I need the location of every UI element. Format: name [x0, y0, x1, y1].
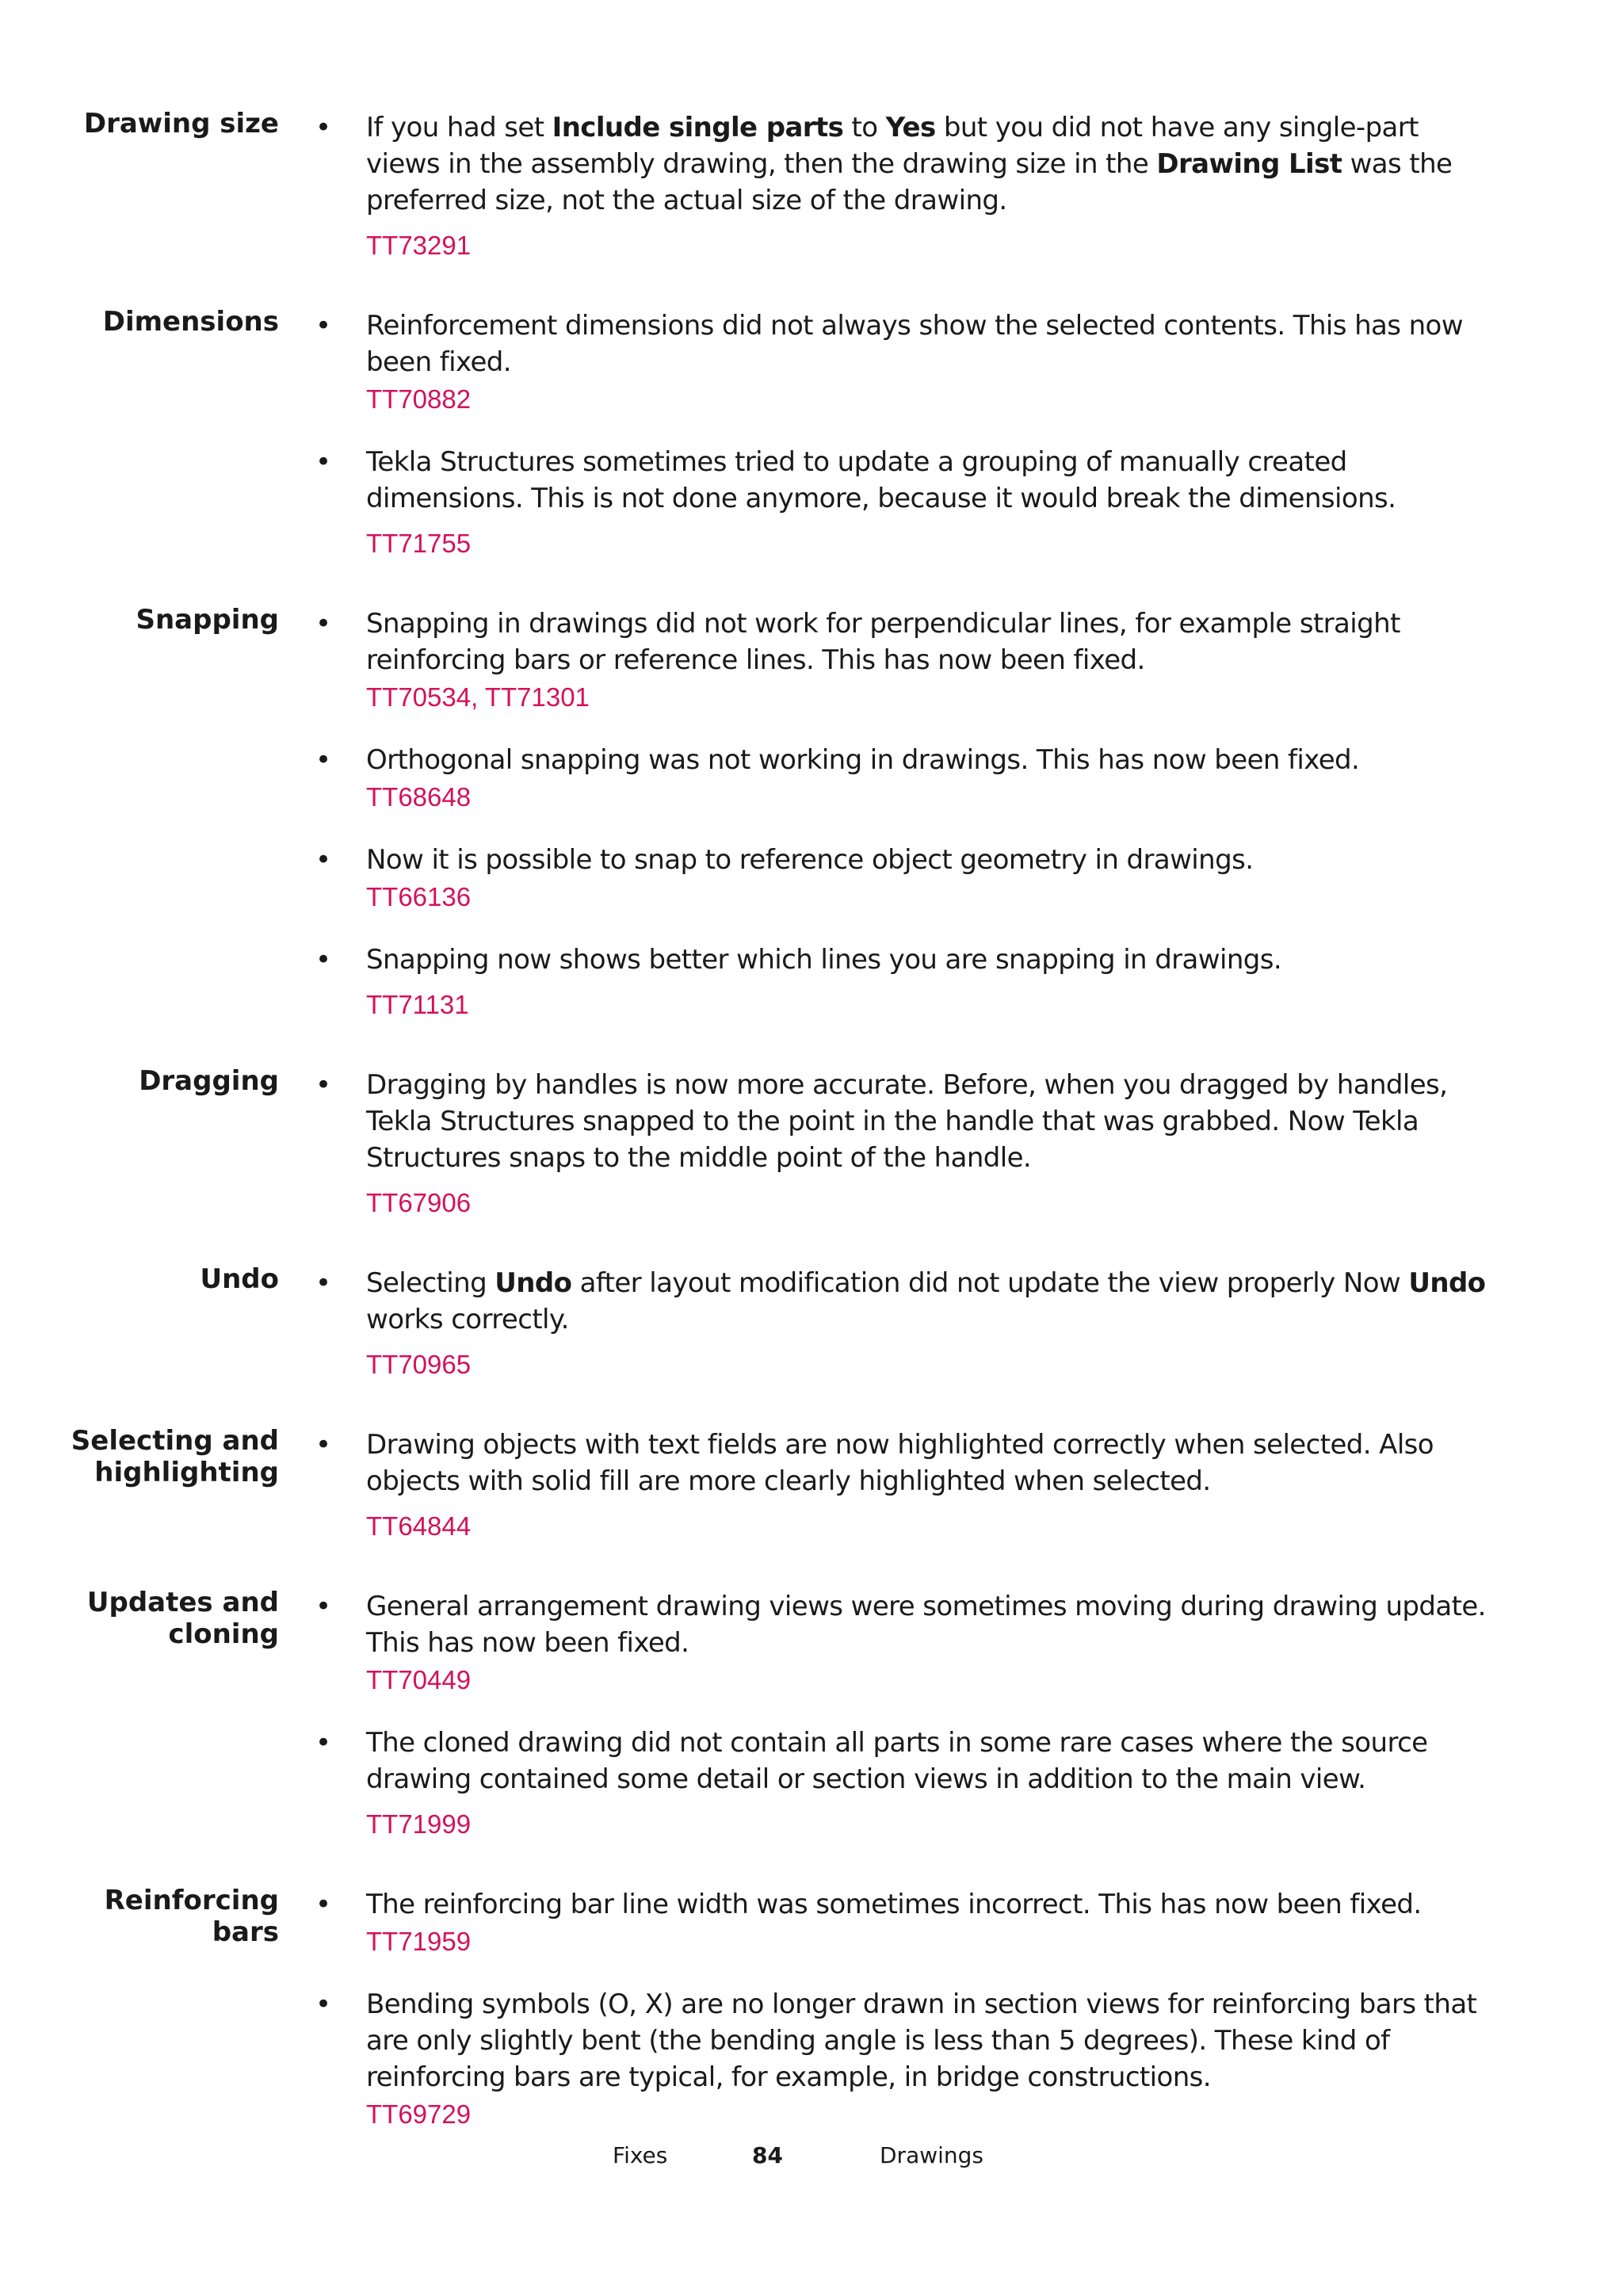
bold-term: Include single parts — [552, 112, 844, 143]
bold-term: Undo — [495, 1267, 572, 1299]
bullet-icon: • — [315, 1727, 332, 1759]
bullet-text — [366, 1588, 1491, 1661]
text-run: to — [843, 112, 886, 143]
bullet-item — [315, 842, 1491, 913]
section-heading: Dimensions — [102, 306, 279, 338]
text-run: Bending symbols (O, X) are no longer drawn in section views for reinforcing bars that are only slightly bent (the bending angle is less than 5 degrees). These kind of reinforcing bars are typical, for example, in bridge constructions. — [366, 1988, 1477, 2093]
issue-reference: TT70449 — [366, 1665, 472, 1694]
footer-chapter: Drawings — [880, 2142, 984, 2168]
bullet-text — [366, 109, 1491, 219]
bullet-text — [366, 742, 1491, 778]
text-run: was the preferred size, not the actual size of the drawing. — [366, 148, 1453, 216]
bullet-item — [315, 1725, 1491, 1840]
bullet-item — [315, 444, 1491, 560]
bullet-icon: • — [315, 1429, 332, 1461]
bullet-text — [366, 1886, 1491, 1923]
bullet-icon: • — [315, 310, 332, 342]
section-heading: Undo — [200, 1263, 279, 1295]
bullet-icon: • — [315, 1591, 332, 1622]
issue-reference: TT70965 — [366, 1350, 472, 1379]
bullet-icon: • — [315, 446, 332, 478]
issue-reference: TT69729 — [366, 2099, 472, 2129]
bullet-text — [366, 444, 1491, 517]
issue-reference: TT71999 — [366, 1809, 472, 1839]
section-heading: Updates and cloning — [86, 1587, 279, 1650]
bullet-item — [315, 742, 1491, 813]
text-run: Tekla Structures sometimes tried to update a grouping of manually created dimensions. This is not done anymore, because it would break the dimensions. — [366, 446, 1396, 514]
bullet-icon: • — [315, 608, 332, 640]
bullet-text — [366, 606, 1491, 678]
text-run: The reinforcing bar line width was sometimes incorrect. This has now been fixed. — [366, 1889, 1422, 1920]
bullet-text — [366, 842, 1491, 878]
text-run: The cloned drawing did not contain all parts in some rare cases where the source drawing contained some detail or section views in addition to the main view. — [366, 1727, 1428, 1795]
bold-term: Undo — [1408, 1267, 1486, 1299]
text-run: Selecting — [366, 1267, 495, 1299]
bullet-item — [315, 1265, 1491, 1381]
bullet-item — [315, 1886, 1491, 1958]
section — [0, 1886, 1623, 2130]
bullet-text — [366, 1067, 1491, 1176]
issue-reference: TT64844 — [366, 1511, 472, 1541]
section-heading: Reinforcing bars — [104, 1885, 279, 1948]
bullet-text — [366, 1725, 1491, 1797]
section — [0, 1427, 1623, 1542]
bullet-icon: • — [315, 1069, 332, 1101]
issue-reference: TT71131 — [366, 990, 469, 1019]
section-heading: Dragging — [139, 1065, 279, 1097]
bullet-text — [366, 1986, 1491, 2095]
section — [0, 1067, 1623, 1219]
footer-section: Fixes — [613, 2142, 668, 2168]
text-run: Now it is possible to snap to reference object geometry in drawings. — [366, 844, 1254, 876]
text-run: Dragging by handles is now more accurate. Before, when you dragged by handles, Tekla Structures snapped to the point in the handle that was grabbed. Now Tekla Structures snaps to the middle point of the handle. — [366, 1069, 1448, 1174]
issue-reference: TT70882 — [366, 384, 472, 414]
issue-reference: TT67906 — [366, 1188, 472, 1217]
text-run: Drawing objects with text fields are now highlighted correctly when selected. Also objects with solid fill are more clearly highlighted when selected. — [366, 1429, 1434, 1497]
issue-reference: TT66136 — [366, 882, 472, 911]
issue-reference: TT68648 — [366, 782, 472, 812]
issue-reference: TT73291 — [366, 231, 472, 260]
text-run: Orthogonal snapping was not working in drawings. This has now been fixed. — [366, 744, 1360, 776]
bullet-text — [366, 1427, 1491, 1499]
text-run: works correctly. — [366, 1304, 569, 1335]
bullet-item — [315, 1067, 1491, 1219]
text-run: Snapping in drawings did not work for perpendicular lines, for example straight reinforcing bars or reference lines. This has now been fixed. — [366, 608, 1400, 676]
issue-reference: TT71755 — [366, 529, 472, 558]
bullet-text — [366, 1265, 1491, 1338]
section — [0, 1588, 1623, 1840]
page-number: 84 — [752, 2142, 783, 2168]
bullet-item — [315, 1427, 1491, 1542]
bullet-icon: • — [315, 744, 332, 776]
section — [0, 308, 1623, 560]
text-run: but you did not have any single-part views in the assembly drawing, then the drawing size in the — [366, 112, 1419, 180]
bullet-item — [315, 942, 1491, 1021]
text-run: Snapping now shows better which lines you are snapping in drawings. — [366, 944, 1282, 976]
section — [0, 1265, 1623, 1381]
section — [0, 109, 1623, 262]
section-heading: Snapping — [136, 604, 279, 636]
bullet-text — [366, 308, 1491, 380]
bullet-item — [315, 1588, 1491, 1696]
issue-reference: TT71959 — [366, 1927, 472, 1956]
page-footer — [0, 2140, 1623, 2172]
bullet-item — [315, 308, 1491, 415]
bullet-item — [315, 109, 1491, 262]
text-run: after layout modification did not update the view properly Now — [571, 1267, 1409, 1299]
bullet-item — [315, 606, 1491, 713]
text-run: Reinforcement dimensions did not always show the selected contents. This has now been fixed. — [366, 310, 1463, 378]
issue-reference: TT70534, TT71301 — [366, 682, 590, 712]
bullet-text — [366, 942, 1491, 978]
bullet-icon: • — [315, 1889, 332, 1920]
section-heading: Selecting and highlighting — [71, 1425, 279, 1488]
text-run: General arrangement drawing views were sometimes moving during drawing update. This has now been fixed. — [366, 1591, 1486, 1659]
section-heading: Drawing size — [83, 108, 279, 139]
document-body — [0, 109, 1623, 2176]
bullet-item — [315, 1986, 1491, 2130]
bullet-icon: • — [315, 944, 332, 976]
bullet-icon: • — [315, 1988, 332, 2020]
bold-term: Drawing List — [1156, 148, 1342, 180]
bullet-icon: • — [315, 1267, 332, 1299]
bullet-icon: • — [315, 112, 332, 143]
section — [0, 606, 1623, 1021]
bold-term: Yes — [885, 112, 936, 143]
bullet-icon: • — [315, 844, 332, 876]
text-run: If you had set — [366, 112, 552, 143]
